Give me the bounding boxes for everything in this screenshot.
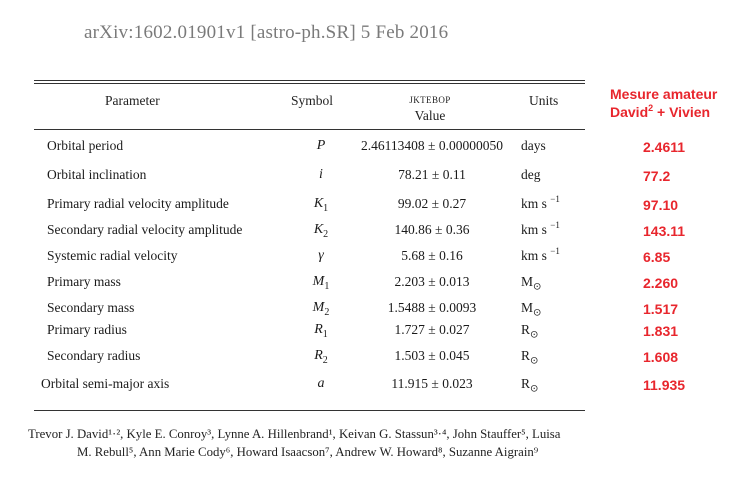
row-parameter: Secondary radius [47,348,141,363]
row-symbol [310,248,332,264]
row-parameter: Orbital inclination [47,167,147,182]
row-unit-base: days [521,138,546,153]
row-symbol-letter: i [319,167,323,182]
row-value: 2.203 ± 0.013 [394,274,470,289]
table-row [0,271,753,293]
row-unit [521,376,538,395]
table-top-rule-2 [34,83,585,84]
table-row [0,297,753,319]
row-symbol-letter: M [312,300,325,315]
row-symbol [310,167,332,183]
row-parameter: Secondary radial velocity amplitude [47,222,243,237]
row-unit [521,196,560,212]
row-amateur-value: 143.11 [643,223,686,239]
row-amateur-value: 1.608 [643,349,679,365]
row-unit [521,348,538,367]
row-unit-base: R [521,376,531,391]
author-list [28,425,718,461]
row-value: 140.86 ± 0.36 [394,222,470,237]
row-parameter: Orbital semi-major axis [41,376,170,391]
row-symbol-letter: K [313,222,324,237]
table-row [0,219,753,241]
row-unit [521,167,541,183]
row-unit-sun-subscript: ⊙ [533,307,542,319]
row-value: 11.915 ± 0.023 [391,376,473,391]
row-symbol-letter: R [314,322,323,337]
row-value: 2.46113408 ± 0.00000050 [361,138,503,153]
table-row [0,135,753,157]
column-header-symbol: Symbol [291,93,334,108]
amateur-heading-line1: Mesure amateur [610,86,718,102]
table-row [0,319,753,341]
row-unit-sun-subscript: ⊙ [530,383,539,395]
row-value: 1.503 ± 0.045 [394,348,470,363]
row-symbol-letter: a [317,376,325,391]
row-symbol [310,196,332,214]
table-row [0,373,753,395]
author-line-2: M. Rebull⁵, Ann Marie Cody⁶, Howard Isaacson⁷, Andrew W. Howard⁸, Suzanne Aigrain⁹ [77,445,539,459]
row-symbol [310,300,332,318]
row-symbol [310,274,332,292]
row-amateur-value: 77.2 [643,168,671,184]
row-symbol-subscript: 1 [323,202,329,214]
row-parameter: Systemic radial velocity [47,248,178,263]
row-amateur-value: 6.85 [643,249,671,265]
row-unit-base: M [521,274,534,289]
row-parameter: Primary mass [47,274,121,289]
row-parameter: Orbital period [47,138,124,153]
row-unit [521,274,541,293]
row-symbol [310,348,332,366]
author-line-1: Trevor J. David¹·², Kyle E. Conroy³, Lynne A. Hillenbrand¹, Keivan G. Stassun³·⁴, John Stauffer⁵, Luisa [28,427,561,441]
row-parameter: Secondary mass [47,300,135,315]
row-unit [521,138,546,154]
amateur-heading-rest: + Vivien [653,104,711,120]
row-amateur-value: 2.4611 [643,139,686,155]
row-value: 99.02 ± 0.27 [397,196,467,211]
row-symbol-subscript: 2 [323,228,329,240]
row-symbol-letter: M [312,274,325,289]
column-header-parameter: Parameter [105,93,160,108]
row-unit-sun-subscript: ⊙ [530,329,539,341]
row-amateur-value: 11.935 [643,377,686,393]
table-header-rule [34,129,585,130]
row-unit-exponent: −1 [550,194,560,204]
row-unit-sun-subscript: ⊙ [533,281,542,293]
column-header-value [399,93,461,123]
row-value: 1.5488 ± 0.0093 [387,300,477,315]
row-symbol [310,138,332,154]
row-unit-exponent: −1 [550,220,560,230]
table-row [0,164,753,186]
row-value: 78.21 ± 0.11 [398,167,466,182]
row-symbol-subscript: 2 [322,354,328,366]
row-value: 1.727 ± 0.027 [394,322,470,337]
row-unit-base: R [521,322,531,337]
row-symbol-letter: R [314,348,323,363]
row-amateur-value: 2.260 [643,275,679,291]
table-row [0,345,753,367]
table-row [0,245,753,267]
row-unit [521,222,560,238]
row-unit [521,322,538,341]
row-symbol [310,222,332,240]
row-unit [521,248,560,264]
row-symbol-letter: γ [318,248,324,263]
table-top-rule [34,80,585,81]
amateur-heading-name: David [610,104,649,120]
column-header-units: Units [529,93,559,108]
row-unit-base: km s [521,196,547,211]
row-unit-base: km s [521,248,547,263]
row-parameter: Primary radius [47,322,127,337]
row-amateur-value: 97.10 [643,197,679,213]
row-parameter: Primary radial velocity amplitude [47,196,229,211]
row-symbol [310,376,332,392]
table-row [0,193,753,215]
row-symbol-subscript: 2 [324,306,330,318]
row-unit [521,300,541,319]
row-symbol-subscript: 1 [322,328,328,340]
row-unit-base: M [521,300,534,315]
row-unit-sun-subscript: ⊙ [530,355,539,367]
row-unit-exponent: −1 [550,246,560,256]
row-symbol [310,322,332,340]
table-bottom-rule [34,410,585,411]
row-symbol-letter: P [316,138,326,153]
row-unit-base: deg [521,167,541,182]
arxiv-header: arXiv:1602.01901v1 [astro-ph.SR] 5 Feb 2016 [84,22,449,43]
amateur-heading-sup: 2 [648,103,654,113]
row-unit-base: km s [521,222,547,237]
row-symbol-letter: K [313,196,324,211]
row-amateur-value: 1.831 [643,323,679,339]
row-value: 5.68 ± 0.16 [401,248,463,263]
row-unit-base: R [521,348,531,363]
column-header-program: JKTEBOP [409,95,451,105]
column-header-value-label: Value [414,108,446,123]
amateur-measurement-heading [610,85,717,121]
row-symbol-subscript: 1 [324,280,330,292]
row-amateur-value: 1.517 [643,301,679,317]
